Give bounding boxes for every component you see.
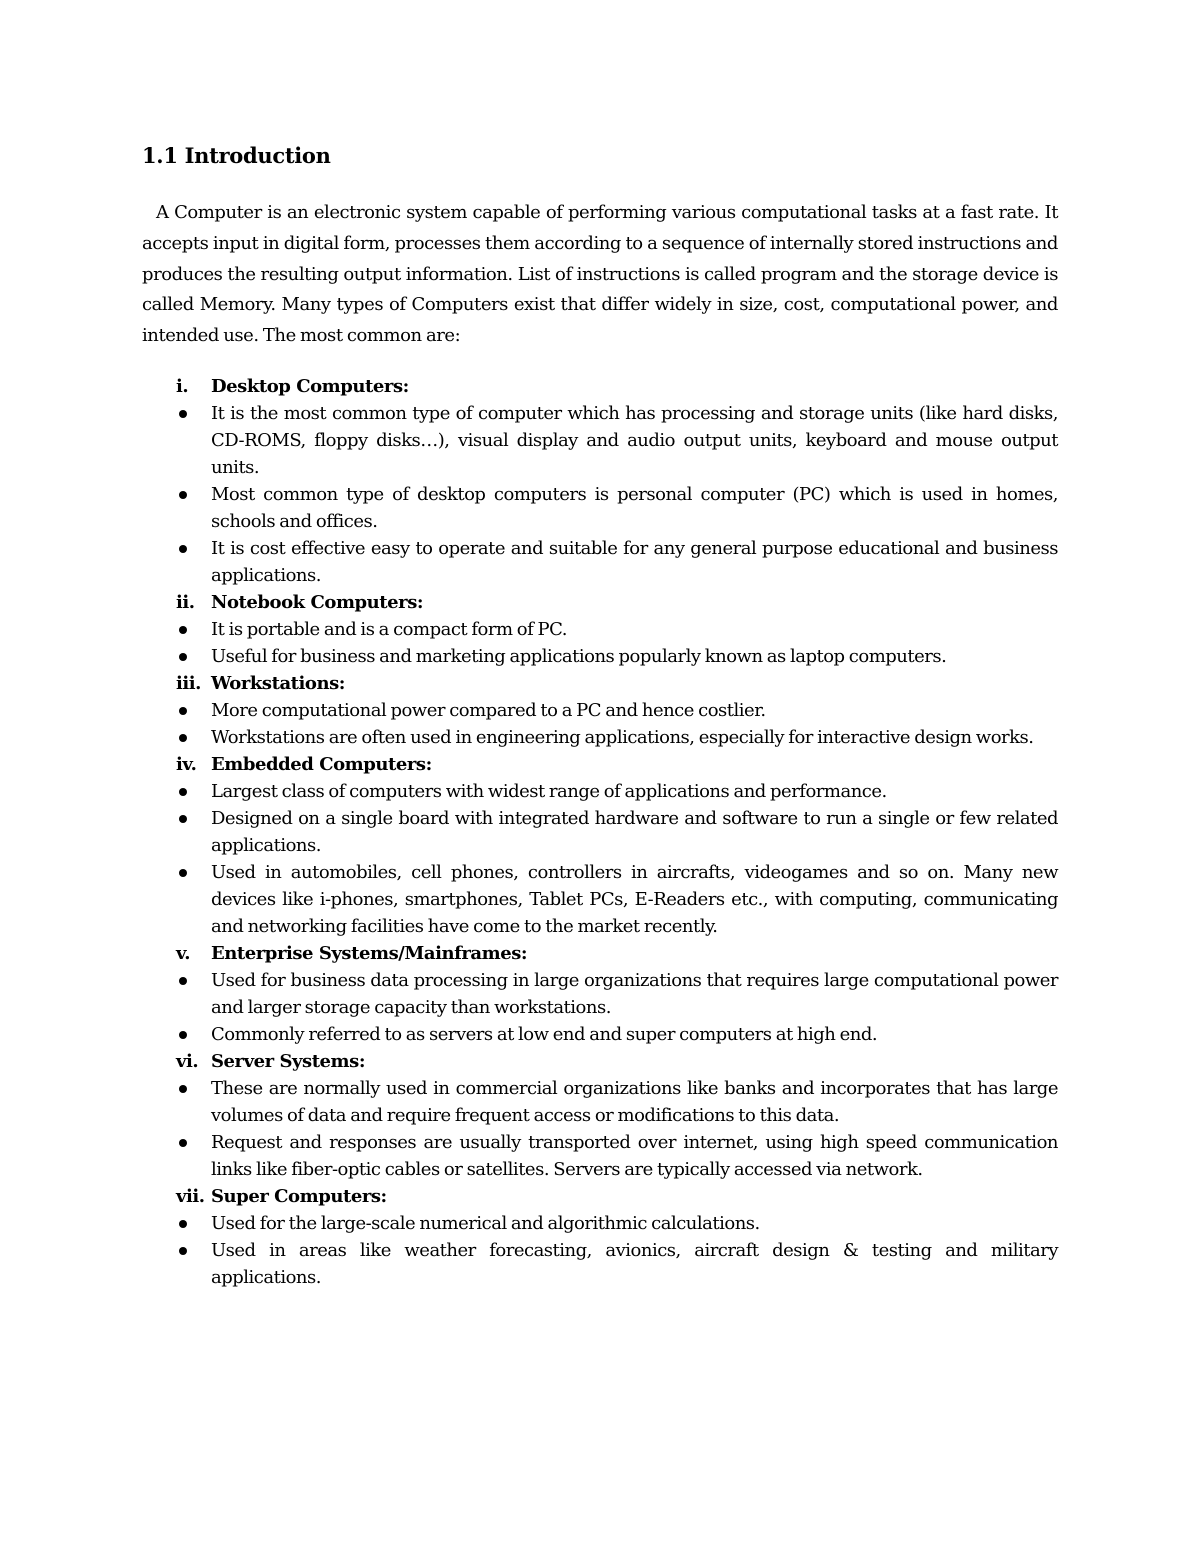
list-item-text: Used in automobiles, cell phones, controllers in aircrafts, videogames and so on. Many new devices like i-phones, smartphones, Tablet PCs, E-Readers etc., with computing, communicating and networking facilities have come to the market recently. [211, 862, 1058, 937]
section-number: iv. [176, 754, 197, 775]
list-item [142, 616, 1058, 643]
bullet-list [142, 616, 1058, 670]
list-item [142, 535, 1058, 589]
list-item [142, 1075, 1058, 1129]
list-item [142, 400, 1058, 481]
section-header [142, 751, 1058, 778]
list-item [142, 643, 1058, 670]
section-desktop-computers [142, 373, 1058, 589]
bullet-icon [179, 707, 187, 715]
list-item [142, 1129, 1058, 1183]
bullet-icon [179, 869, 187, 877]
bullet-icon [179, 734, 187, 742]
list-item [142, 724, 1058, 751]
bullet-icon [179, 626, 187, 634]
section-header [142, 670, 1058, 697]
section-number: vii. [176, 1186, 205, 1207]
bullet-list [142, 967, 1058, 1048]
list-item-text: It is cost effective easy to operate and suitable for any general purpose educational and business applications. [211, 538, 1058, 586]
bullet-icon [179, 545, 187, 553]
computer-types-list [142, 373, 1058, 1291]
list-item-text: It is the most common type of computer which has processing and storage units (like hard disks, CD-ROMS, floppy disks…), visual display and audio output units, keyboard and mouse output units. [211, 403, 1058, 478]
list-item-text: Workstations are often used in engineering applications, especially for interactive design works. [211, 727, 1034, 748]
bullet-list [142, 778, 1058, 940]
list-item-text: Used for business data processing in large organizations that requires large computational power and larger storage capacity than workstations. [211, 970, 1058, 1018]
section-header [142, 940, 1058, 967]
list-item [142, 859, 1058, 940]
section-number: v. [176, 943, 191, 964]
bullet-icon [179, 1085, 187, 1093]
list-item [142, 1021, 1058, 1048]
bullet-icon [179, 1220, 187, 1228]
bullet-icon [179, 977, 187, 985]
list-item [142, 1210, 1058, 1237]
list-item [142, 967, 1058, 1021]
section-number: iii. [176, 673, 201, 694]
bullet-icon [179, 1031, 187, 1039]
bullet-icon [179, 410, 187, 418]
section-title: Enterprise Systems/Mainframes: [211, 943, 528, 964]
bullet-icon [179, 1247, 187, 1255]
section-number: vi. [176, 1051, 199, 1072]
bullet-list [142, 697, 1058, 751]
list-item-text: It is portable and is a compact form of PC. [211, 619, 567, 640]
bullet-icon [179, 788, 187, 796]
intro-paragraph: A Computer is an electronic system capable of performing various computational tasks at a fast rate. It accepts input in digital form, processes them according to a sequence of internally stored instructions and produces the resulting output information. List of instructions is called program and the storage device is called Memory. Many types of Computers exist that differ widely in size, cost, computational power, and intended use. The most common are: [142, 202, 1058, 347]
list-item [142, 805, 1058, 859]
section-enterprise-systems [142, 940, 1058, 1048]
list-item [142, 1237, 1058, 1291]
section-number: i. [176, 376, 189, 397]
list-item [142, 778, 1058, 805]
section-title: Embedded Computers: [211, 754, 432, 775]
section-header [142, 373, 1058, 400]
bullet-icon [179, 815, 187, 823]
list-item-text: Commonly referred to as servers at low end and super computers at high end. [211, 1024, 878, 1045]
section-server-systems [142, 1048, 1058, 1183]
section-heading: 1.1 Introduction [142, 143, 331, 168]
section-notebook-computers [142, 589, 1058, 670]
section-title: Workstations: [211, 673, 345, 694]
bullet-icon [179, 491, 187, 499]
section-header [142, 1048, 1058, 1075]
section-title: Server Systems: [211, 1051, 366, 1072]
bullet-list [142, 1210, 1058, 1291]
list-item-text: More computational power compared to a PC and hence costlier. [211, 700, 766, 721]
list-item-text: Used for the large-scale numerical and algorithmic calculations. [211, 1213, 760, 1234]
section-title: Notebook Computers: [211, 592, 424, 613]
section-header [142, 1183, 1058, 1210]
bullet-list [142, 400, 1058, 589]
list-item [142, 481, 1058, 535]
section-embedded-computers [142, 751, 1058, 940]
list-item-text: Largest class of computers with widest range of applications and performance. [211, 781, 887, 802]
section-super-computers [142, 1183, 1058, 1291]
list-item-text: Useful for business and marketing applications popularly known as laptop computers. [211, 646, 947, 667]
section-number: ii. [176, 592, 195, 613]
list-item-text: These are normally used in commercial organizations like banks and incorporates that has large volumes of data and require frequent access or modifications to this data. [211, 1078, 1058, 1126]
bullet-icon [179, 653, 187, 661]
list-item-text: Most common type of desktop computers is personal computer (PC) which is used in homes, schools and offices. [211, 484, 1058, 532]
list-item-text: Request and responses are usually transported over internet, using high speed communication links like fiber-optic cables or satellites. Servers are typically accessed via network. [211, 1132, 1058, 1180]
bullet-icon [179, 1139, 187, 1147]
list-item [142, 697, 1058, 724]
list-item-text: Designed on a single board with integrated hardware and software to run a single or few related applications. [211, 808, 1058, 856]
section-title: Desktop Computers: [211, 376, 409, 397]
bullet-list [142, 1075, 1058, 1183]
section-workstations [142, 670, 1058, 751]
list-item-text: Used in areas like weather forecasting, avionics, aircraft design & testing and military applications. [211, 1240, 1058, 1288]
section-title: Super Computers: [211, 1186, 387, 1207]
section-header [142, 589, 1058, 616]
